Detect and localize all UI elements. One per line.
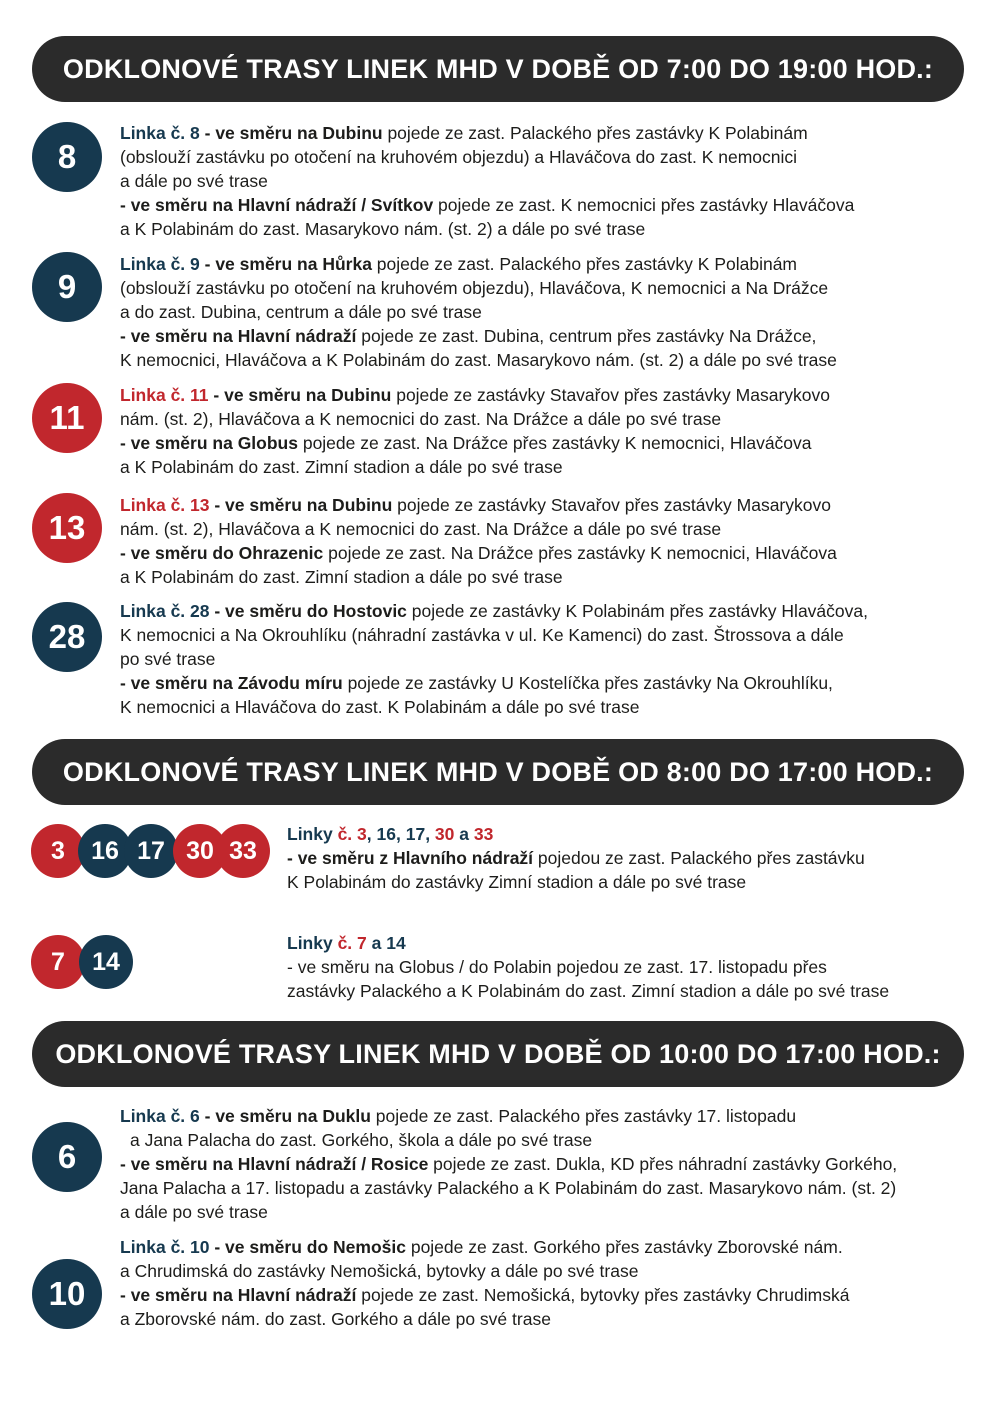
line-badge-30: 30 [173,824,227,878]
section-title: ODKLONOVÉ TRASY LINEK MHD V DOBĚ OD 10:00 DO 17:00 HOD.: [55,1038,941,1069]
line-badge-8: 8 [32,122,102,192]
section-title: ODKLONOVÉ TRASY LINEK MHD V DOBĚ OD 7:00 DO 19:00 HOD.: [62,53,934,84]
line-28-description: Linka č. 28 - ve směru do Hostovic pojede ze zastávky K Polabinám přes zastávky Hlaváčova, K nemocnici a Na Okrouhlíku (náhradní zastávka v ul. Ke Kamenci) do zast. Štrossova a dále po své trase - ve směru na Závodu míru pojede ze zastávky U Kostelíčka přes zastávky Na Okrouhlíku, K nemocnici a Hlaváčova do zast. K Polabinám a dále po své trase [120,601,868,717]
line-badge-10: 10 [32,1259,102,1329]
line-badge-28: 28 [32,602,102,672]
line-9-description: Linka č. 9 - ve směru na Hůrka pojede ze zast. Palackého přes zastávky K Polabinám (obslouží zastávku po otočení na kruhovém objezdu), Hlaváčova, K nemocnici a Na Drážce a do zast. Dubina, centrum a dále po své trase - ve směru na Hlavní nádraží pojede ze zast. Dubina, centrum přes zastávky Na Drážce, K nemocnici, Hlaváčova a K Polabinám do zast. Masarykovo nám. (st. 2) a dále po své trase [120,254,837,370]
section-banner-1 [32,36,964,102]
line-badge-17: 17 [124,824,178,878]
line-6-description: Linka č. 6 - ve směru na Duklu pojede ze zast. Palackého přes zastávky 17. listopadu a Jana Palacha do zast. Gorkého, škola a dále po své trase - ve směru na Hlavní nádraží / Rosice pojede ze zast. Dukla, KD přes náhradní zastávky Gorkého, Jana Palacha a 17. listopadu a zastávky Palackého a K Polabinám do zast. Masarykovo nám. (st. 2) a dále po své trase [120,1106,898,1222]
line-10-description: Linka č. 10 - ve směru do Nemošic pojede ze zast. Gorkého přes zastávky Zborovské nám. a Chrudimská do zastávky Nemošická, bytovky a dále po své trase - ve směru na Hlavní nádraží pojede ze zast. Nemošická, bytovky přes zastávky Chrudimská a Zborovské nám. do zast. Gorkého a dále po své trase [120,1237,850,1329]
line-11-description: Linka č. 11 - ve směru na Dubinu pojede ze zastávky Stavařov přes zastávky Masarykovo nám. (st. 2), Hlaváčova a K nemocnici do zast. Na Drážce a dále po své trase - ve směru na Globus pojede ze zast. Na Drážce přes zastávky K nemocnici, Hlaváčova a K Polabinám do zast. Zimní stadion a dále po své trase [120,385,831,477]
lines-3-16-17-30-33-description: Linky č. 3, 16, 17, 30 a 33 - ve směru z Hlavního nádraží pojedou ze zast. Palackého přes zastávku K Polabinám do zastávky Zimní stadion a dále po své trase [287,824,865,892]
section-banner-3 [32,1021,964,1087]
line-badge-33: 33 [216,824,270,878]
section-banner-2 [32,739,964,805]
lines-7-14-description: Linky č. 7 a 14 - ve směru na Globus / do Polabin pojedou ze zast. 17. listopadu přes zastávky Palackého a K Polabinám do zast. Zimní stadion a dále po své trase [287,933,890,1001]
line-badge-13: 13 [32,493,102,563]
line-badge-3: 3 [31,824,85,878]
line-badge-11: 11 [32,383,102,453]
section-title: ODKLONOVÉ TRASY LINEK MHD V DOBĚ OD 8:00 DO 17:00 HOD.: [62,756,934,787]
line-badge-14: 14 [79,935,133,989]
line-13-description: Linka č. 13 - ve směru na Dubinu pojede ze zastávky Stavařov přes zastávky Masarykovo nám. (st. 2), Hlaváčova a K nemocnici do zast. Na Drážce a dále po své trase - ve směru do Ohrazenic pojede ze zast. Na Drážce přes zastávky K nemocnici, Hlaváčova a K Polabinám do zast. Zimní stadion a dále po své trase [120,495,837,587]
line-8-description: Linka č. 8 - ve směru na Dubinu pojede ze zast. Palackého přes zastávky K Polabinám (obslouží zastávku po otočení na kruhovém objezdu) a Hlaváčova do zast. K nemocnici a dále po své trase - ve směru na Hlavní nádraží / Svítkov pojede ze zast. K nemocnici přes zastávky Hlaváčova a K Polabinám do zast. Masarykovo nám. (st. 2) a dále po své trase [120,123,855,239]
line-badge-9: 9 [32,252,102,322]
line-badge-7: 7 [31,935,85,989]
line-badge-16: 16 [78,824,132,878]
line-badge-6: 6 [32,1122,102,1192]
